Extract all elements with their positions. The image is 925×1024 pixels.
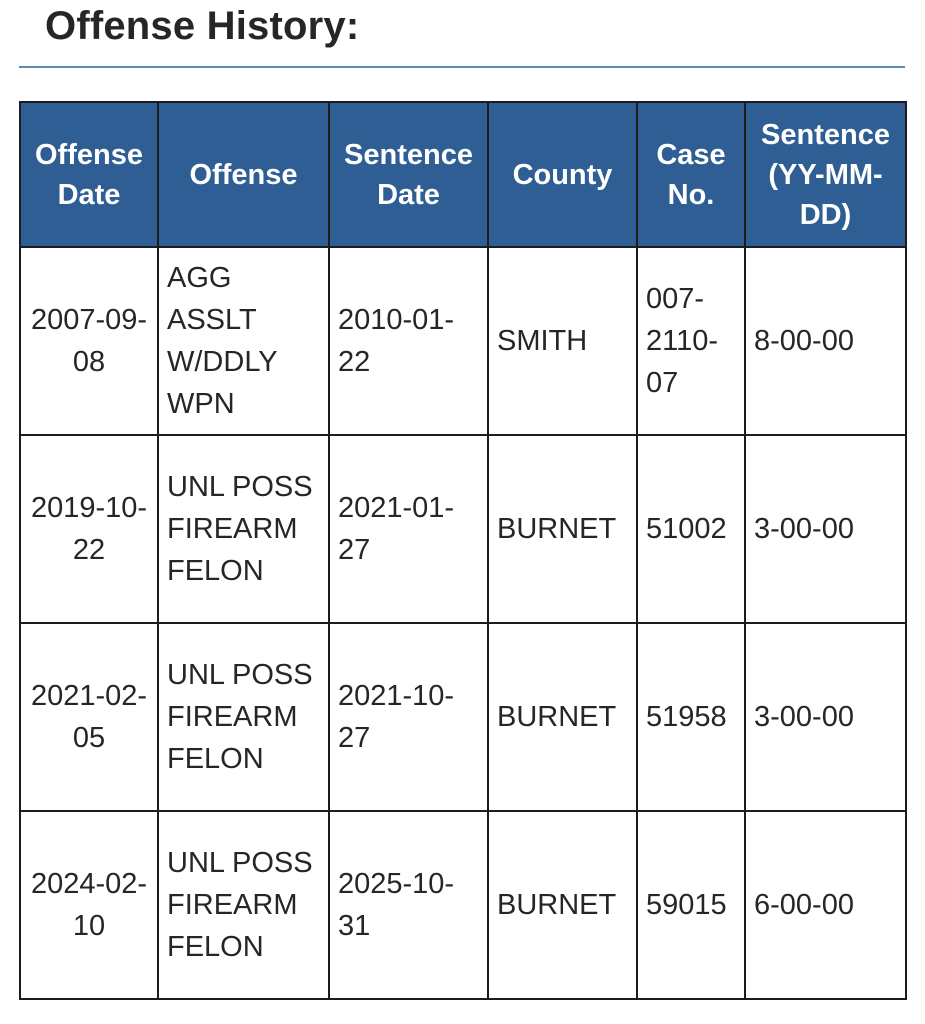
cell-sentence-date: 2021-01-27 [329,435,488,623]
header-sentence: Sentence (YY-MM-DD) [745,102,906,247]
offense-history-table [19,101,907,1000]
cell-offense: UNL POSS FIREARM FELON [158,435,329,623]
cell-sentence-date: 2025-10-31 [329,811,488,999]
cell-sentence: 3-00-00 [745,623,906,811]
cell-sentence: 3-00-00 [745,435,906,623]
cell-offense-date: 2024-02-10 [20,811,158,999]
cell-county: BURNET [488,435,637,623]
cell-county: SMITH [488,247,637,435]
section-title: Offense History: [45,4,360,48]
header-sentence-date: Sentence Date [329,102,488,247]
cell-county: BURNET [488,623,637,811]
cell-offense-date: 2021-02-05 [20,623,158,811]
table-row [20,811,906,999]
table-row [20,247,906,435]
cell-offense-date: 2019-10-22 [20,435,158,623]
cell-case-no: 007-2110-07 [637,247,745,435]
header-case-no: Case No. [637,102,745,247]
cell-offense-date: 2007-09-08 [20,247,158,435]
cell-case-no: 59015 [637,811,745,999]
cell-sentence-date: 2010-01-22 [329,247,488,435]
header-county: County [488,102,637,247]
cell-sentence: 8-00-00 [745,247,906,435]
cell-case-no: 51958 [637,623,745,811]
cell-case-no: 51002 [637,435,745,623]
cell-offense: UNL POSS FIREARM FELON [158,811,329,999]
table-row [20,435,906,623]
cell-sentence: 6-00-00 [745,811,906,999]
table-row [20,623,906,811]
title-divider [19,66,905,68]
table-header-row [20,102,906,247]
cell-county: BURNET [488,811,637,999]
cell-offense: AGG ASSLT W/DDLY WPN [158,247,329,435]
header-offense-date: Offense Date [20,102,158,247]
cell-sentence-date: 2021-10-27 [329,623,488,811]
cell-offense: UNL POSS FIREARM FELON [158,623,329,811]
header-offense: Offense [158,102,329,247]
